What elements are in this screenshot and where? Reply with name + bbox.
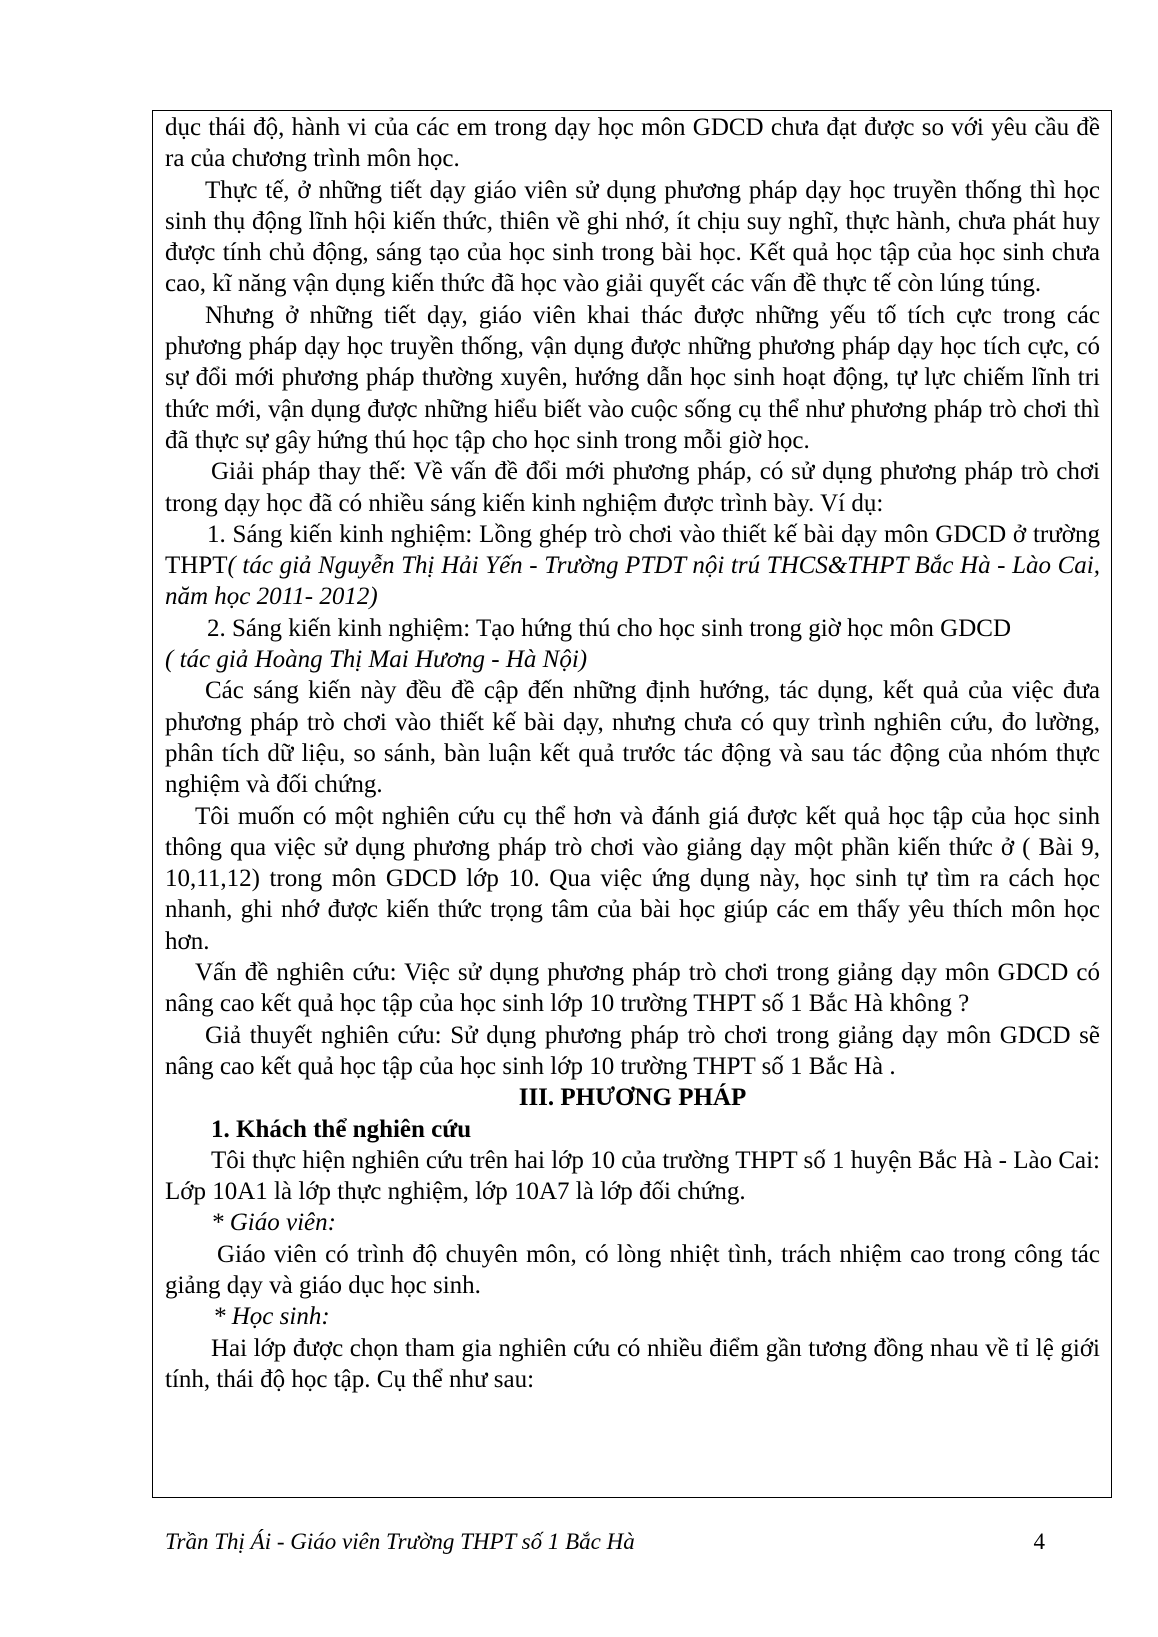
example-item [165, 519, 1100, 613]
paragraph: Tôi muốn có một nghiên cứu cụ thể hơn và đánh giá được kết quả học tập của học sinh thông qua việc sử dụng phương pháp trò chơi vào giảng dạy một phần kiến thức ở ( Bài 9, 10,11,12) trong môn GDCD lớp 10. Qua việc ứng dụng này, học sinh tự tìm ra cách học nhanh, ghi nhớ được kiến thức trọng tâm của bài học giúp các em thấy yêu thích môn học hơn. [165, 802, 1100, 955]
paragraph: Hai lớp được chọn tham gia nghiên cứu có nhiều điểm gần tương đồng nhau về tỉ lệ giới tính, thái độ học tập. Cụ thể như sau: [165, 1334, 1100, 1393]
footer-author: Trần Thị Ái - Giáo viên Trường THPT số 1 Bắc Hà [165, 1529, 635, 1554]
paragraph: Giải pháp thay thế: Về vấn đề đổi mới phương pháp, có sử dụng phương pháp trò chơi trong dạy học đã có nhiều sáng kiến kinh nghiệm được trình bày. Ví dụ: [165, 458, 1100, 517]
section-heading: III. PHƯƠNG PHÁP [518, 1084, 747, 1112]
teacher-label: * Giáo viên: [211, 1209, 336, 1237]
example-source: ( tác giả Nguyễn Thị Hải Yến - Trường PTDT nội trú THCS&THPT Bắc Hà - Lào Cai, năm học 2011- 2012) [165, 552, 1100, 611]
paragraph: Tôi thực hiện nghiên cứu trên hai lớp 10 của trường THPT số 1 huyện Bắc Hà - Lào Cai: Lớp 10A1 là lớp thực nghiệm, lớp 10A7 là lớp đối chứng. [165, 1146, 1100, 1206]
example-text: 2. Sáng kiến kinh nghiệm: Tạo hứng thú cho học sinh trong giờ học môn GDCD [207, 614, 1012, 642]
page-number: 4 [1033, 1529, 1045, 1554]
example-item [165, 613, 1100, 676]
student-label: * Học sinh: [213, 1303, 330, 1331]
paragraph: Thực tế, ở những tiết dạy giáo viên sử dụng phương pháp dạy học truyền thống thì học sinh thụ động lĩnh hội kiến thức, thiên về ghi nhớ, ít chịu suy nghĩ, thực hành, chưa phát huy được tính chủ động, sáng tạo của học sinh trong bài học. Kết quả học tập của học sinh chưa cao, kĩ năng vận dụng kiến thức đã học vào giải quyết các vấn đề thực tế còn lúng túng. [165, 176, 1100, 298]
paragraph: Giả thuyết nghiên cứu: Sử dụng phương pháp trò chơi trong giảng dạy môn GDCD sẽ nâng cao kết quả học tập của học sinh lớp 10 trường THPT số 1 Bắc Hà . [165, 1021, 1100, 1080]
paragraph: Nhưng ở những tiết dạy, giáo viên khai thác được những yếu tố tích cực trong các phương pháp dạy học truyền thống, vận dụng được những phương pháp dạy học tích cực, có sự đổi mới phương pháp thường xuyên, hướng dẫn học sinh hoạt động, tự lực chiếm lĩnh tri thức mới, vận dụng được những hiểu biết vào cuộc sống cụ thể như phương pháp trò chơi thì đã thực sự gây hứng thú học tập cho học sinh trong mỗi giờ học. [165, 301, 1100, 454]
example-text: 1. Sáng kiến kinh nghiệm: Lồng ghép trò chơi vào thiết kế bài dạy môn GDCD ở trường THPT [165, 520, 1100, 580]
paragraph: Các sáng kiến này đều đề cập đến những định hướng, tác dụng, kết quả của việc đưa phương pháp trò chơi vào thiết kế bài dạy, nhưng chưa có quy trình nghiên cứu, đo lường, phân tích dữ liệu, so sánh, bàn luận kết quả trước tác động và sau tác động của nhóm thực nghiệm và đối chứng. [165, 677, 1100, 799]
example-source: ( tác giả Hoàng Thị Mai Hương - Hà Nội) [165, 646, 588, 674]
page-footer [165, 1527, 1045, 1557]
paragraph: dục thái độ, hành vi của các em trong dạy học môn GDCD chưa đạt được so với yêu cầu đề ra của chương trình môn học. [165, 114, 1100, 173]
paragraph: Vấn đề nghiên cứu: Việc sử dụng phương pháp trò chơi trong giảng dạy môn GDCD có nâng cao kết quả học tập của học sinh lớp 10 trường THPT số 1 Bắc Hà không ? [165, 959, 1100, 1018]
paragraph: Giáo viên có trình độ chuyên môn, có lòng nhiệt tình, trách nhiệm cao trong công tác giảng dạy và giáo dục học sinh. [165, 1240, 1100, 1299]
content-frame [152, 110, 1112, 1498]
section-subheading: 1. Khách thể nghiên cứu [211, 1115, 472, 1143]
